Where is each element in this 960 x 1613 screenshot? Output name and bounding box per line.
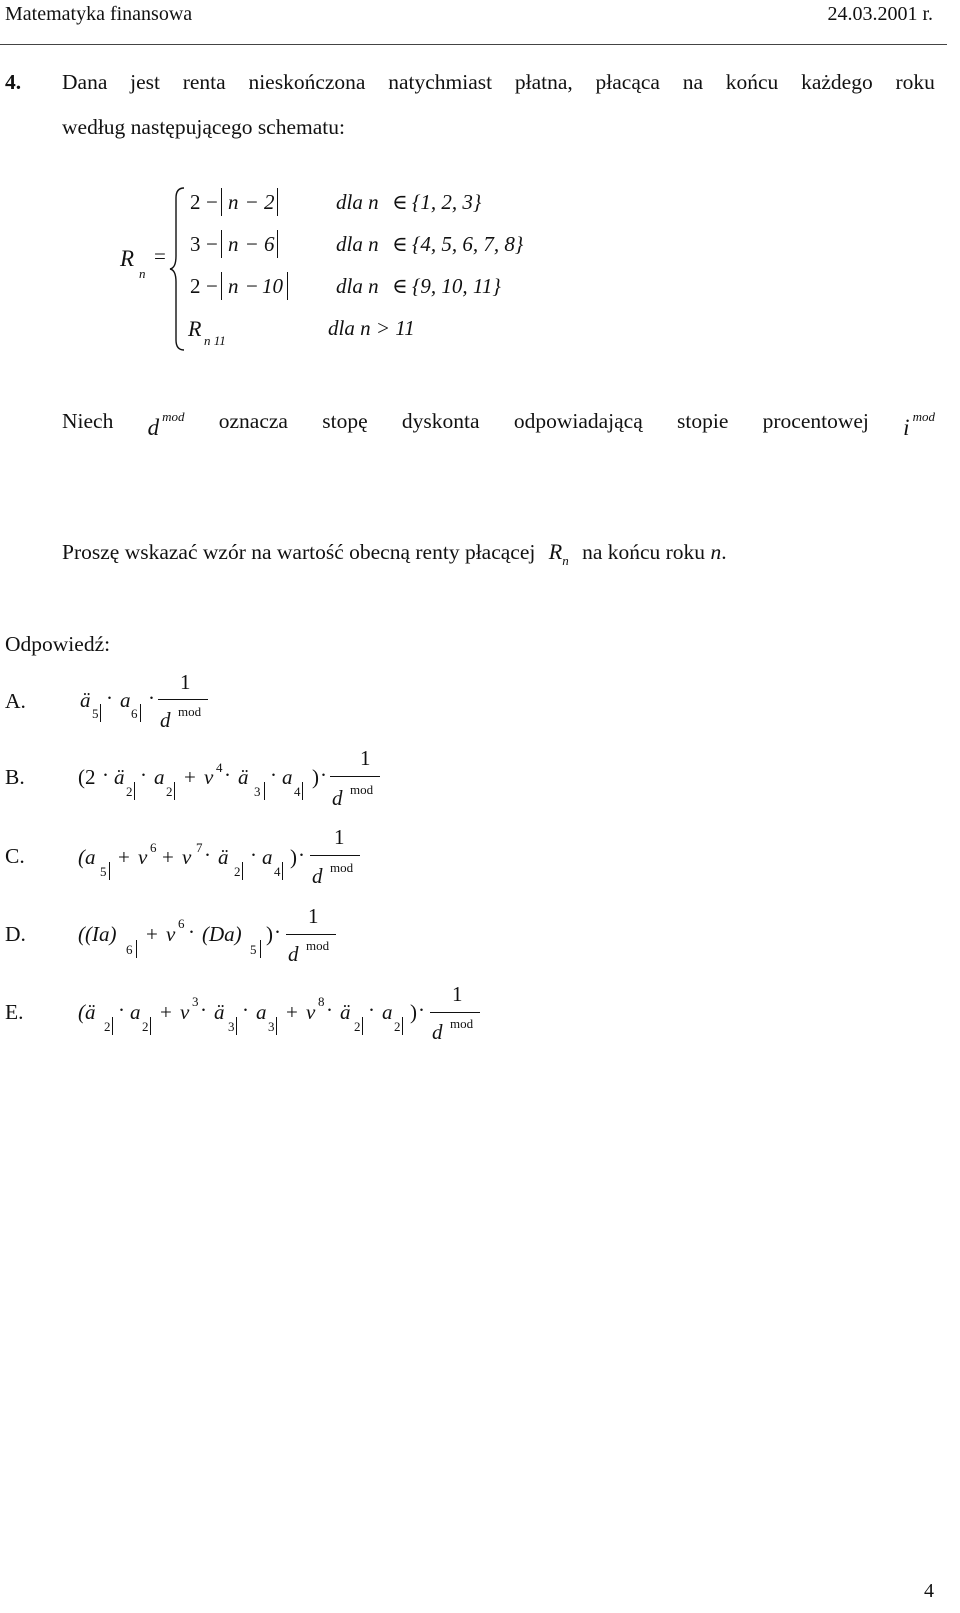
para4-text-a: Proszę wskazać wzór na wartość obecną renty płacącej: [62, 540, 536, 564]
b-s3: 3: [254, 784, 261, 799]
para1-word: i: [903, 415, 910, 440]
problem-number: 4.: [5, 70, 22, 94]
d-bar2: [260, 940, 261, 958]
para4-r: R: [548, 539, 563, 564]
e-s4: 3: [268, 1019, 275, 1034]
line1-word: nieskończona: [248, 70, 366, 94]
e-pow2: 8: [318, 994, 325, 1009]
case1-const: 2: [264, 190, 275, 214]
a-bar2: [140, 704, 141, 722]
paragraph-line-1: [62, 409, 935, 441]
a-sub2: 6: [131, 706, 138, 721]
answer-c-label: C.: [5, 844, 25, 868]
b-close: ): [312, 765, 319, 789]
b-frac-num: 1: [360, 746, 371, 770]
e-v1: v: [180, 1000, 190, 1024]
case3-cond: dla n: [336, 274, 379, 298]
a-frac-mod: mod: [178, 704, 202, 719]
line1-word: płacąca: [595, 70, 660, 94]
e-frac-num: 1: [452, 982, 463, 1006]
case2-cond: dla n: [336, 232, 379, 256]
e-s1: 2: [104, 1019, 111, 1034]
case2-abs-right: [277, 230, 278, 258]
case1-elem: ∈: [392, 190, 408, 214]
b-bar1: [134, 782, 135, 800]
answer-d-label: D.: [5, 922, 26, 946]
running-header-title: Matematyka finansowa: [5, 3, 193, 25]
c-bar3: [242, 862, 243, 880]
b-frac-mod: mod: [350, 782, 374, 797]
a-bar1: [100, 704, 101, 722]
e-plus1: +: [160, 1000, 172, 1024]
para1-symbol: [148, 409, 185, 441]
left-brace-icon: [168, 186, 188, 352]
a-sub1: 5: [92, 706, 99, 721]
case4-cond: dla n > 11: [328, 316, 415, 340]
para1-word: oznacza: [218, 409, 288, 433]
e-plus2: +: [286, 1000, 298, 1024]
line1-word: natychmiast: [388, 70, 493, 94]
e-a5: ä: [340, 1000, 351, 1024]
case2-const: 6: [264, 232, 275, 256]
d-plus: +: [146, 922, 158, 946]
c-s1: 5: [100, 864, 107, 879]
e-bar5: [362, 1017, 363, 1035]
b-open: (2: [78, 765, 96, 789]
e-bar6: [402, 1017, 403, 1035]
b-a2: a: [154, 765, 165, 789]
e-close: ): [410, 1000, 417, 1024]
b-a3: ä: [238, 765, 249, 789]
case2-minus2: −: [246, 232, 258, 256]
a-frac-bar: [158, 699, 208, 700]
e-s2: 2: [142, 1019, 149, 1034]
case2-abs-left: [221, 230, 222, 258]
d-s2: 5: [250, 942, 257, 957]
b-v: v: [204, 765, 214, 789]
header-rule: [0, 44, 947, 45]
c-bar4: [282, 862, 283, 880]
para4-n: n: [710, 540, 722, 564]
d-bar1: [136, 940, 137, 958]
c-pow2: 7: [196, 840, 203, 855]
e-frac-mod: mod: [450, 1016, 474, 1031]
c-s3: 2: [234, 864, 241, 879]
d-frac-num: 1: [308, 904, 319, 928]
e-a2: a: [130, 1000, 141, 1024]
case3-abs-right: [287, 272, 288, 300]
c-frac-d: d: [312, 864, 323, 888]
b-a4: a: [282, 765, 293, 789]
b-a1: ä: [114, 765, 125, 789]
problem-text-line-1: [62, 70, 935, 95]
para1-word: stopę: [322, 409, 368, 433]
a-frac-num: 1: [180, 670, 191, 694]
case3-set: {9, 10, 11}: [412, 274, 501, 298]
e-a4: a: [256, 1000, 267, 1024]
e-bar2: [150, 1017, 151, 1035]
e-a3: ä: [214, 1000, 225, 1024]
e-bar4: [276, 1017, 277, 1035]
e-frac-bar: [430, 1012, 480, 1013]
e-pow1: 3: [192, 994, 199, 1009]
b-pow: 4: [216, 760, 223, 775]
answers-heading: Odpowiedź:: [5, 632, 111, 656]
b-s2: 2: [166, 784, 173, 799]
line1-word: jest: [130, 70, 160, 94]
case2-set: {4, 5, 6, 7, 8}: [412, 232, 524, 256]
c-s4: 4: [274, 864, 281, 879]
answer-e-label: E.: [5, 1000, 24, 1024]
e-s3: 3: [228, 1019, 235, 1034]
para1-word: mod: [912, 409, 935, 424]
para1-word: d: [147, 415, 160, 440]
para1-symbol: [903, 409, 935, 441]
c-pow1: 6: [150, 840, 157, 855]
b-frac-d: d: [332, 786, 343, 810]
c-close: ): [290, 845, 297, 869]
case3-minus2: −: [246, 274, 258, 298]
case3-const: 10: [262, 274, 283, 298]
c-frac-num: 1: [334, 825, 345, 849]
b-bar2: [174, 782, 175, 800]
line1-word: renta: [182, 70, 226, 94]
d-frac-bar: [286, 934, 336, 935]
case3-coef: 2: [190, 274, 201, 298]
e-s5: 2: [354, 1019, 361, 1034]
e-v2: v: [306, 1000, 316, 1024]
line1-word: Dana: [62, 70, 108, 94]
c-bar1: [109, 862, 110, 880]
e-s6: 2: [394, 1019, 401, 1034]
case2-n: n: [228, 232, 239, 256]
d-open: ((Ia): [78, 922, 117, 946]
para1-word: mod: [162, 409, 185, 424]
para1-word: Niech: [62, 409, 114, 433]
answer-b-label: B.: [5, 765, 25, 789]
d-frac-d: d: [288, 942, 299, 966]
e-frac-d: d: [432, 1020, 443, 1044]
formula-lhs-sub: n: [139, 266, 146, 281]
line1-word: każdego: [801, 70, 873, 94]
case4-r: R: [188, 316, 202, 341]
case3-abs-left: [221, 272, 222, 300]
d-v: v: [166, 922, 176, 946]
line1-word: na: [682, 70, 704, 94]
para1-word: dyskonta: [401, 409, 480, 433]
case3-n: n: [228, 274, 239, 298]
c-plus2: +: [162, 845, 174, 869]
a-annuity-due: ä: [80, 688, 91, 712]
c-a4: a: [262, 845, 273, 869]
e-bar3: [236, 1017, 237, 1035]
c-frac-mod: mod: [330, 860, 354, 875]
a-annuity: a: [120, 688, 131, 712]
e-a6: a: [382, 1000, 393, 1024]
case1-set: {1, 2, 3}: [412, 190, 482, 214]
d-close: ): [266, 922, 273, 946]
c-plus1: +: [118, 845, 130, 869]
b-s4: 4: [294, 784, 301, 799]
case1-n: n: [228, 190, 239, 214]
line1-word: płatna,: [514, 70, 573, 94]
d-pow: 6: [178, 916, 185, 931]
page-number: 4: [924, 1580, 934, 1602]
para1-word: odpowiadającą: [513, 409, 643, 433]
d-frac-mod: mod: [306, 938, 330, 953]
c-v1: v: [138, 845, 148, 869]
case3-elem: ∈: [392, 274, 408, 298]
line1-word: roku: [895, 70, 935, 94]
para4-sub: n: [562, 553, 569, 568]
case1-abs-left: [221, 188, 222, 216]
b-bar4: [302, 782, 303, 800]
b-bar3: [264, 782, 265, 800]
d-s1: 6: [126, 942, 133, 957]
b-frac-bar: [330, 776, 380, 777]
case1-abs-right: [277, 188, 278, 216]
e-bar1: [112, 1017, 113, 1035]
paragraph-line-4: [62, 539, 727, 568]
b-s1: 2: [126, 784, 133, 799]
formula-equals: =: [154, 244, 166, 268]
case1-minus: −: [206, 190, 218, 214]
d-mid: (Da): [202, 922, 242, 946]
c-v2: v: [182, 845, 192, 869]
running-header-date: 24.03.2001 r.: [827, 3, 933, 25]
case2-minus: −: [206, 232, 218, 256]
problem-text-line-2: według następującego schematu:: [62, 115, 345, 139]
case1-cond: dla n: [336, 190, 379, 214]
para4-text-b: na końcu roku: [582, 540, 706, 564]
para1-word: procentowej: [762, 409, 869, 433]
formula-lhs-r: R: [120, 246, 135, 271]
para1-word: stopie: [677, 409, 729, 433]
answer-a-label: A.: [5, 689, 26, 713]
e-open: (ä: [78, 1000, 96, 1024]
c-open: (a: [78, 845, 96, 869]
case2-coef: 3: [190, 232, 201, 256]
case4-sub: n 11: [204, 333, 226, 348]
a-frac-d: d: [160, 708, 171, 732]
c-frac-bar: [310, 855, 360, 856]
line1-word: końcu: [725, 70, 779, 94]
case1-coef: 2: [190, 190, 201, 214]
case3-minus: −: [206, 274, 218, 298]
c-a3: ä: [218, 845, 229, 869]
para4-end: .: [721, 540, 727, 564]
b-plus: +: [184, 765, 196, 789]
case1-minus2: −: [246, 190, 258, 214]
case2-elem: ∈: [392, 232, 408, 256]
